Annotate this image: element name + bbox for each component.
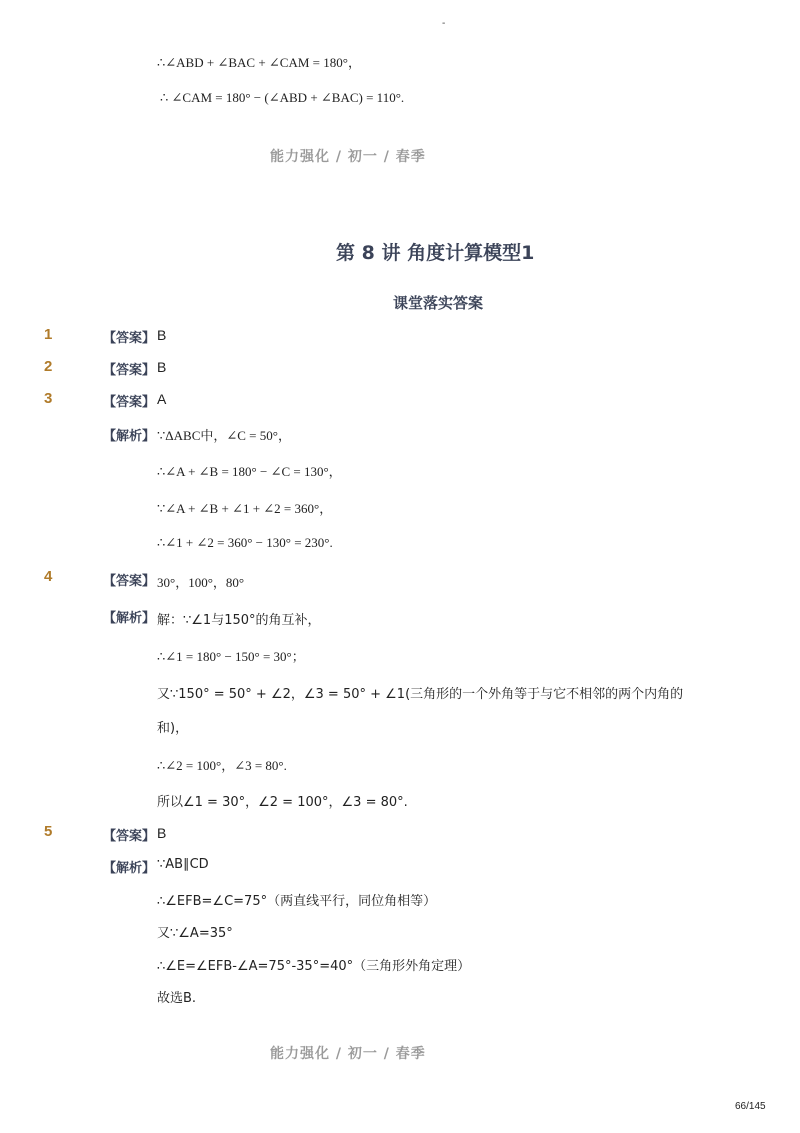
question-number-3: 3 [44, 390, 53, 407]
analysis-line: ∴∠E=∠EFB-∠A=75°-35°=40°（三角形外角定理） [157, 959, 471, 974]
page-footer-bottom: 能力强化 / 初一 / 春季 [270, 1046, 426, 1062]
answer-value-2: B [157, 359, 167, 375]
analysis-line: ∴∠A + ∠B = 180° − ∠C = 130°， [157, 464, 342, 479]
analysis-line: ∵ΔABC中，∠C = 50°， [157, 428, 291, 443]
answer-label-5: 【答案】 [103, 829, 156, 844]
analysis-line: 所以∠1 = 30°，∠2 = 100°，∠3 = 80°. [157, 795, 408, 810]
analysis-line: 故选B. [157, 991, 197, 1006]
answer-value-1: B [157, 327, 167, 343]
analysis-line: 解：∵∠1与150°的角互补， [157, 613, 321, 628]
question-number-4: 4 [44, 568, 53, 585]
analysis-line: ∴∠EFB=∠C=75°（两直线平行，同位角相等） [157, 894, 437, 909]
analysis-line: 又∵150° = 50° + ∠2，∠3 = 50° + ∠1(三角形的一个外角等于与它不相邻的两个内角的 [157, 687, 684, 702]
analysis-line: ∴∠2 = 100°，∠3 = 80°. [157, 758, 287, 773]
top-mark: - [442, 18, 446, 29]
analysis-line: ∴∠1 = 180° − 150° = 30°； [157, 649, 305, 664]
analysis-line: ∴∠1 + ∠2 = 360° − 130° = 230°. [157, 535, 333, 550]
answer-value-3: A [157, 391, 167, 407]
prev-line-2: ∴ ∠CAM = 180° − (∠ABD + ∠BAC) = 110°. [160, 90, 405, 105]
answer-label-3: 【答案】 [103, 395, 156, 410]
answer-label-1: 【答案】 [103, 331, 156, 346]
analysis-label-4: 【解析】 [103, 611, 156, 626]
analysis-line: 又∵∠A=35° [157, 926, 233, 941]
answer-label-4: 【答案】 [103, 574, 156, 589]
analysis-label-3: 【解析】 [103, 429, 156, 444]
answer-value-5: B [157, 825, 167, 841]
analysis-line: 和)， [157, 721, 189, 736]
answer-value-4: 30°，100°，80° [157, 575, 245, 590]
answer-label-2: 【答案】 [103, 363, 156, 378]
section-title: 课堂落实答案 [393, 294, 484, 312]
page-number: 66/145 [735, 1101, 766, 1112]
question-number-1: 1 [44, 326, 53, 343]
lecture-title: 第 8 讲 角度计算模型1 [336, 242, 535, 264]
page-footer-top: 能力强化 / 初一 / 春季 [270, 149, 426, 165]
analysis-line: ∵∠A + ∠B + ∠1 + ∠2 = 360°， [157, 501, 333, 516]
analysis-label-5: 【解析】 [103, 861, 156, 876]
prev-line-1: ∴∠ABD + ∠BAC + ∠CAM = 180°， [157, 55, 361, 70]
analysis-line: ∵AB∥CD [157, 857, 209, 872]
question-number-5: 5 [44, 823, 53, 840]
question-number-2: 2 [44, 358, 53, 375]
